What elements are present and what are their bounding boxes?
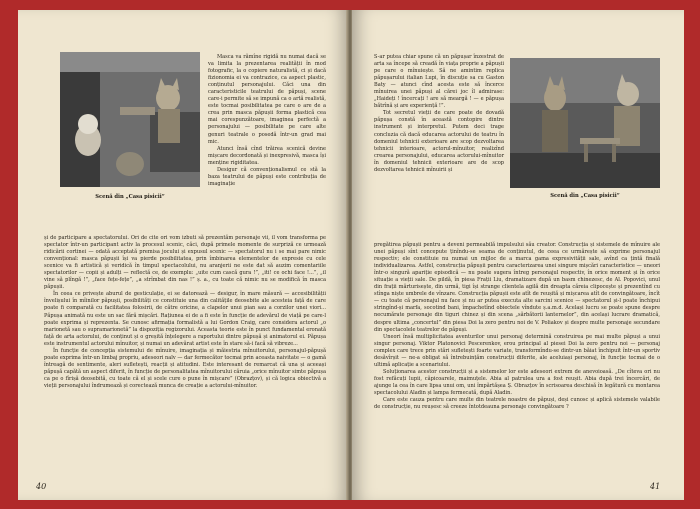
paragraph: Soluționarea acestor construcții și a sistemelor lor este adeseori extrem de anevoioasă. „De cîteva ori nu fost refăcuți lupii, căpicoarele, maimuțele. Abia al patrulea ura a fost reușit. Abia după trei încercări, de ajunge la cea în care lipsa unui om, uni împărtășea Ș. Obrazțov în scrisoarea deschisă în legătură cu montarea spectacolului Aladin și lampa fermecată, după Aladin. bbox=[374, 368, 660, 396]
paragraph: Atunci însă cînd trăirea scenică devine mișcare decordonată și inexpresivă, masca își menține rigiditatea. bbox=[208, 145, 326, 166]
puppet-scene-image bbox=[60, 52, 200, 187]
paragraph: Uneori însă multiplicitatea aventurilor unui personaj determină construirea pe mai multe păpuși a unui singur personaj. Viktor Platonovici Pescerenkov, erou principal al piesei Doi la zero pentru noi — personaj complex care trece prin stări sufletești foarte variate, transformîndu-se dintr-un băiat închipuit într-un sportiv desăvîrșit — ne-a obligat să întrebuințăm construcții diferite, ale aceluiași personaj, în funcție tocmai de o ultimă aplicație a scenariului. bbox=[374, 333, 660, 368]
paragraph: Masca va rămîne rigidă nu numai dacă se va limita la prezentarea realității în mod fotografic, la o copiere naturalistă, ci și dacă fizionomia ei va contrazice, ca aspect plastic, conținutul personajului. Căci una din caracteristicile teatrului de păpuși, scene care-i permite să se impună ca o artă realistă, este tocmai posibilitatea pe care o are de a crea prin masca păpușii forma plastică cea mai corespunzătoare, imaginea perfectă a personajului — posibilitate pe care alte genuri teatrale o posedă într-un grad mai mic. bbox=[208, 54, 326, 145]
right-photo bbox=[510, 58, 660, 188]
right-page-number: 41 bbox=[650, 482, 661, 491]
paragraph: Tot secretul vieții de care poate de dovadă păpușa constă în această contopire dintre instrument și interpretul. Putem deci trage concluzia că dacă educarea actorului de teatru în domeniul tehnicii exterioare are scop dezvoltarea tehnicii interioare, actorul-mînuitor, realizînd crearea personajului, educarea actorului-mînuitor în domeniul tehnicii exterioare are de scop dezvoltarea tehnicii mînuirii și bbox=[374, 110, 504, 173]
paragraph: și de participare a spectatorului. Ori de cite ori vom izbuti să prezentăm personaje vii, il vom transforma pe spectator într-un participant activ la procesul scenic, căci, după primele momente de surpriză ce urmează ridicării cortinei — odată acceptată premisa jocului și expusul scenic — spectatorul nu i se mai pare nimic convențional: masca păpușii își va pierde posibilitatea, prin îmbinarea elementelor de expresie cu cele scenice va fi artistică și veridică în timpul spectacolului, nu aranjerii ne este dat să auzim comentariile spectatorilor — copii și adulți — reflectă ce, de exemplu: „uite cum cască gura !”, „iti! ce ochi face !...”, „il vine să plîngă !”, „face fețe-fețe”, „a strîmbat din nas !” ș. a., cu toate că nimic nu se modifică în masca păpușii. bbox=[44, 235, 326, 291]
right-page bbox=[352, 10, 684, 500]
puppet-scene-image bbox=[510, 58, 660, 188]
paragraph: În ceea ce privește aburul de gesticulație, ei se datorează — desigur, în mare măsură — accesibilității învelișului în mîinilor păpușii, posibilități ce constituie una din calitățile deosebite ale acesteia față de care poate fi comparată cu facilitatea folosirii, de către oricine, a clapelor unui pian sau a corzilor unei viori... Păpușa animată nu este un sac fără mișcări. Rațiunea ei de a fi este în funcție de adevărul de viață pe care-l poate exprima și reprezenta. Se cunosc afirmația formalistă a lui Gordon Craig, care considera actorul „o marionetă sau o supramarionetă” la dispoziția regizorului. Aceasta teorie este în punct fundamental eronată față de arta actorului, de conținut și o greșită înțelegere a raportului dintre păpușă și animatorul ei. Păpușa este instrumentul actorului mînuitor, și numai un adevărat artist este în stare să-i facă să vibreze... bbox=[44, 291, 326, 347]
right-main-column bbox=[374, 242, 660, 411]
paragraph: pregătirea păpușii pentru a deveni permeabilă impulsului său creator. Construcția și sistemele de mînuire ale unei păpuși sînt concepute ținîndu-se seama de conținutul, de ceea ce urmărește să exprime personajul respectiv; ele constituie nu numai un mijloc de a marca gama expresivității sale, avînd ca țintă finală individualizarea. Astfel, construcția păpușii pentru caracterizarea unei singure mișcări caracteristice — uneori într-o singură apariție episodică — nu poate sugera întreg personajul respectiv, în orice moment și în orice situație a vieții sale. De pildă, în piesa Frații Liu, dramatizare după un basm chinezesc, de Al. Popovici, unul din frații mărturisește, din urmă, tigi își strange clientela agilă din dreapta căreia clipocește și prezentînd cu stînga niște umbrele de vînzare. Construcția păpușii este atît de reușită și mișcarea atît de convingătoare, încît — cu toate că personajul nu face și nu ar putea executa alte sarcini scenice — spectatorul și-l poate închipui stringînd-și marfa, socotind bani, împachetînd obiectele vîndute ș.a.m.d. Același lucru se poate spune despre necumărate personaje din tiguri chinez și din scena „sărbătorii lanternelor”, din același lucrare dramatică, despre ultima „concertul” din piesa Doi la zero pentru noi de V. Poliakov și despre multe personaje secundare din spectacolele teatrelor de păpuși. bbox=[374, 242, 660, 333]
right-side-column bbox=[374, 54, 504, 174]
paragraph: În funcție de concepția sistemului de mînuire, imaginația și măiestria mînuitorului, personajul-păpușă poate exprima într-un limbaj propriu, adeseori nalv — dar fermecător tocmai prin aceasta naivitate — o gamă întreagă de sentimente, aleri sufletești, reacții și atitudini. Este interesant de remarcat că una și aceeași păpușă capătă un aspect diferit, în funcție de personalitatea mînuitorului căruia „orice mînuitor simte păpușa ca pe o fîrișă deosebită, cu toate că el și scele cure o pune în mișcare” (Obrazțov), și că logica obiectivă a vieții personajului îndrumează și corectează munca de creație a actorului-mînuitor. bbox=[44, 347, 326, 389]
right-photo-caption: Scenă din „Casa pisicii” bbox=[550, 193, 620, 199]
left-side-column bbox=[208, 54, 326, 188]
paragraph: Desigur că convenționalismul ce stă la baza teatrului de păpuși este contribuția de imaginație bbox=[208, 166, 326, 187]
left-photo bbox=[60, 52, 200, 187]
left-photo-caption: Scenă din „Casa pisicii” bbox=[95, 194, 165, 200]
paragraph: S-ar putea chiar spune că un păpușar înzestrat de arta sa începe să creadă în viața proprie a păpușii pe care o mînuiește. Să ne amintim replica păpușarului italian Lupi, în discuție sa cu Gaston Baty — atunci cînd acesta este să încerce mînuirea unei păpuși al cărei joc îl admirase: „Haideți ! încercați ! are să meargă ! — e păpușa bătrînă și are experiență !”. bbox=[374, 54, 504, 110]
left-page-number: 40 bbox=[36, 482, 47, 491]
paragraph: Care este cauza pentru care multe din teatrele noastre de păpuși, deși cunosc și aplică sistemele valabile de construcție, nu reușesc să creeze întotdeauna personaje convingătoare ? bbox=[374, 397, 660, 411]
left-main-column bbox=[44, 235, 326, 390]
left-page bbox=[18, 10, 348, 500]
